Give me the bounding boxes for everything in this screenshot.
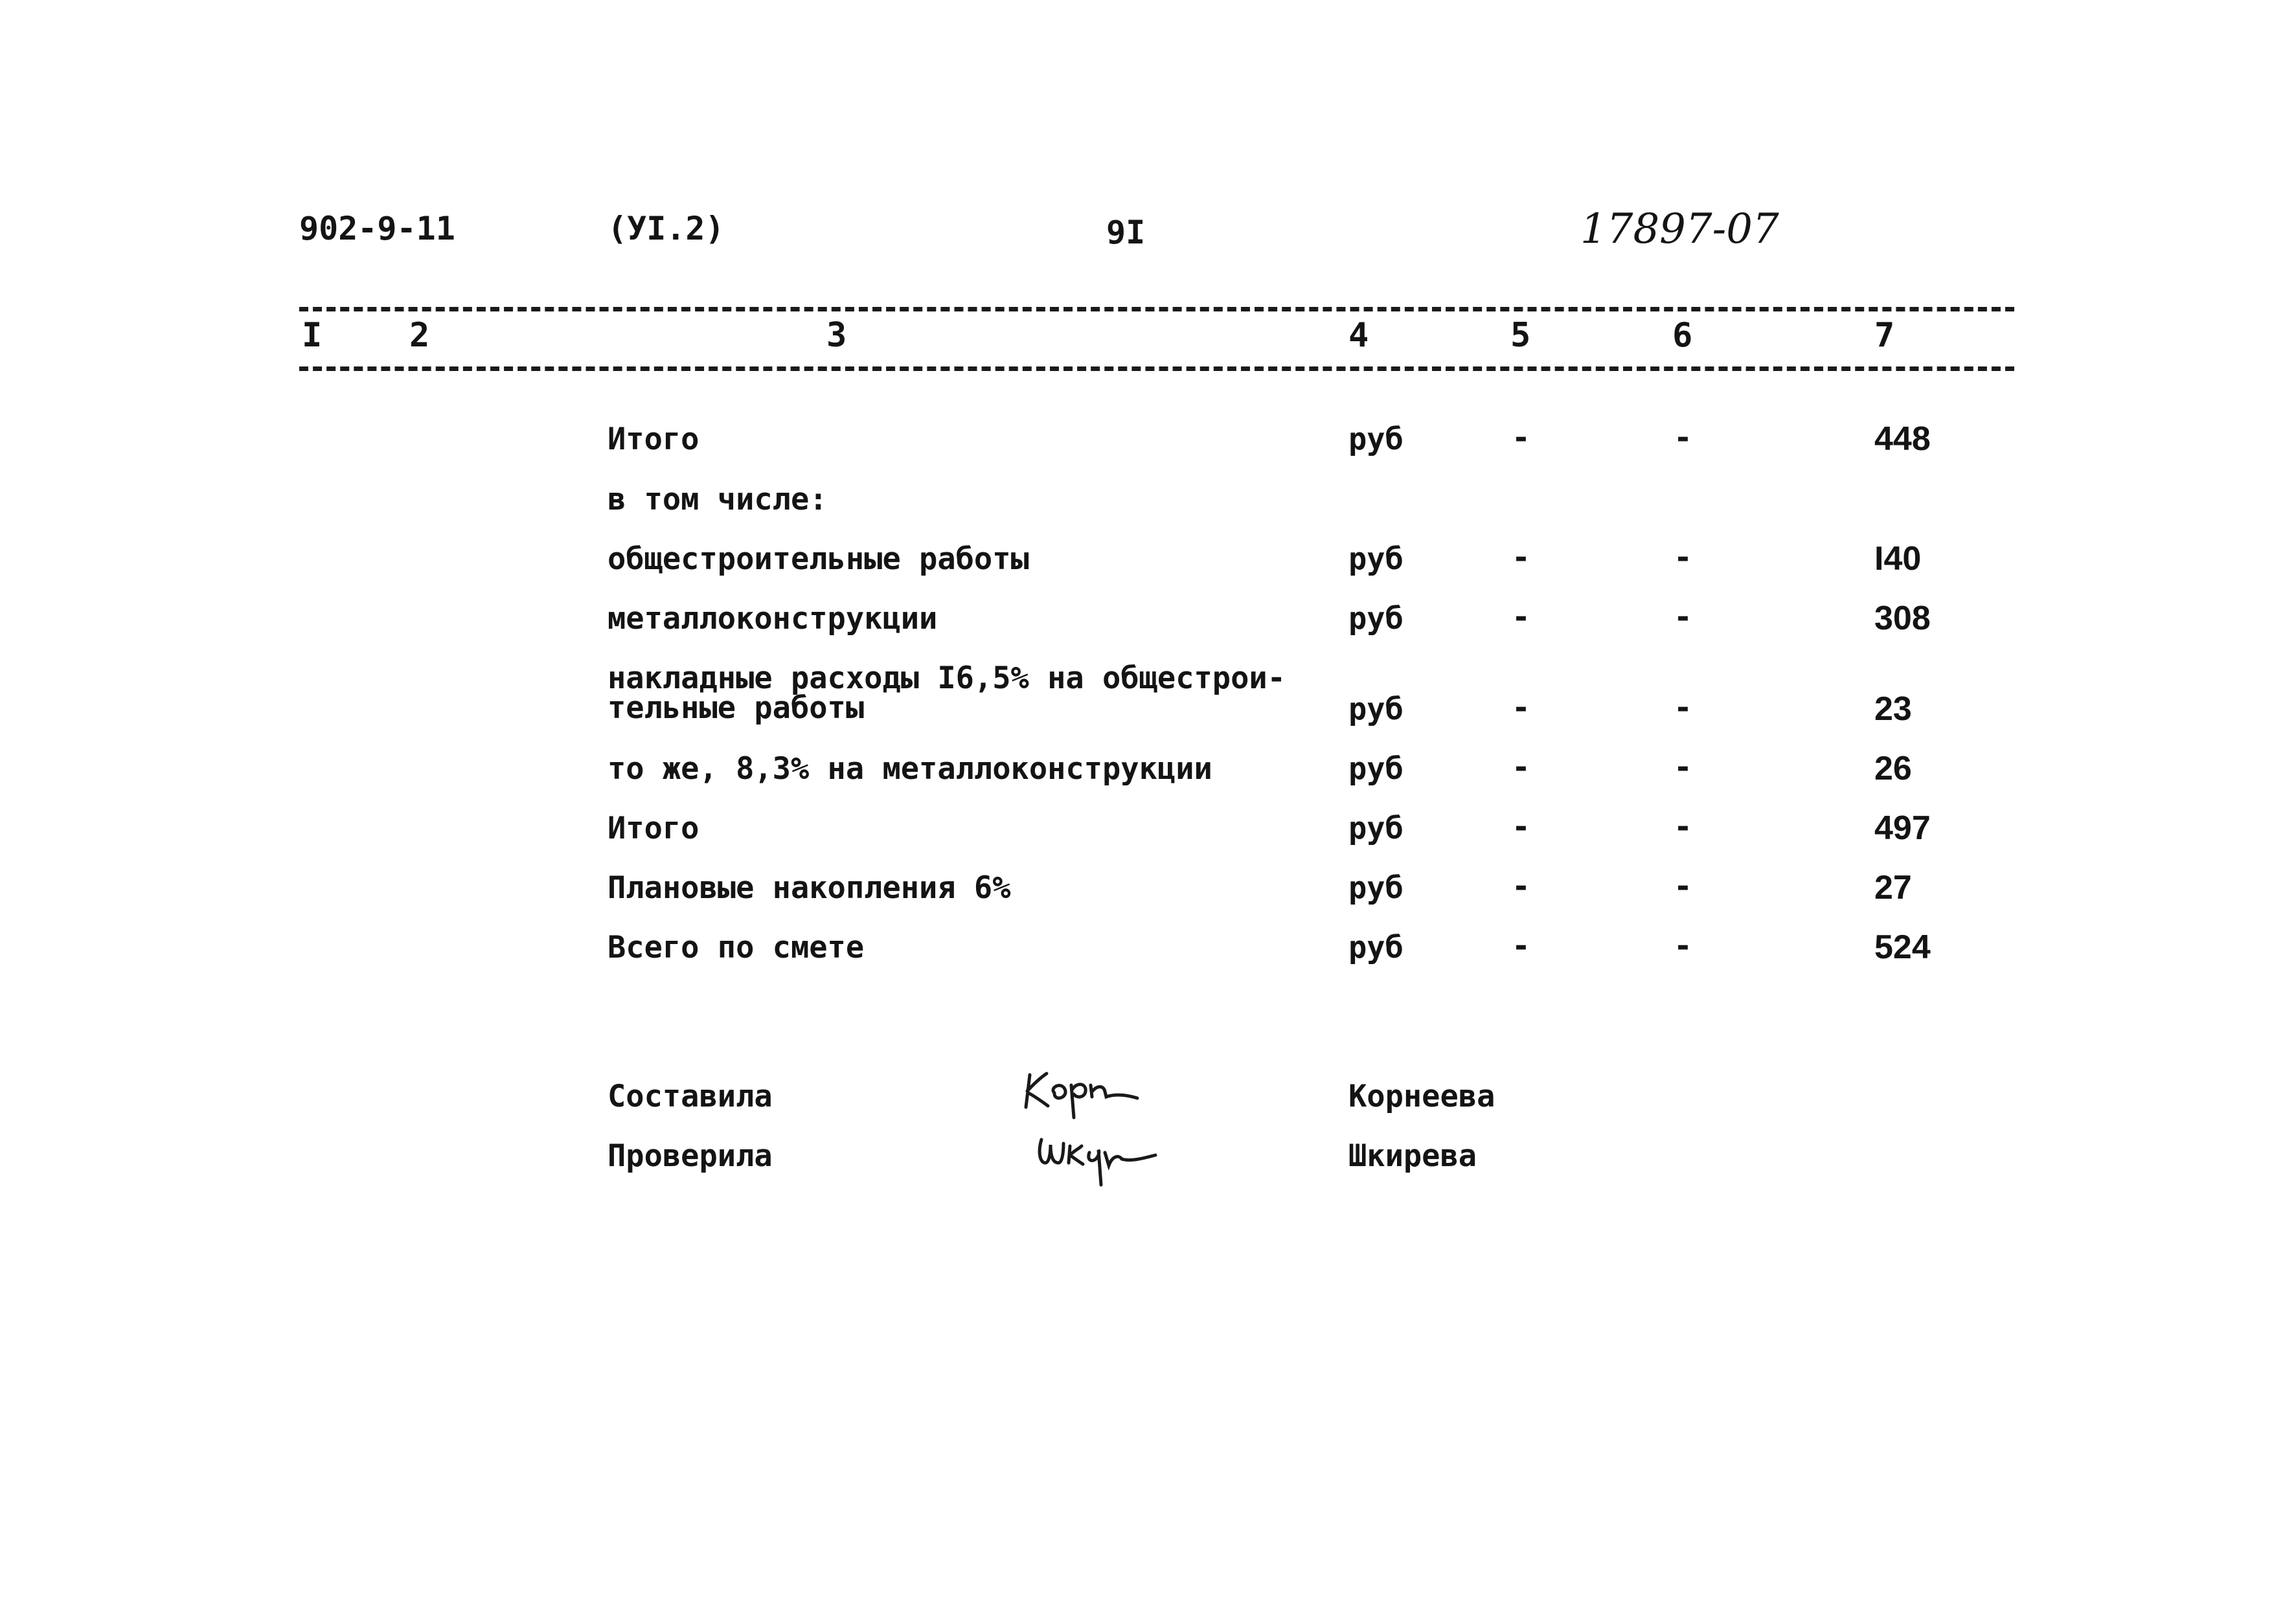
column-header-5: 5 [1510,316,1531,355]
inventory-number: 17897-07 [1580,205,1779,253]
row-col6: - [1674,928,1692,964]
row-col5: - [1512,868,1530,905]
row-unit: руб [1348,751,1404,787]
row-col5: - [1512,928,1530,964]
row-col6: - [1674,749,1692,785]
row-value: 524 [1874,928,1931,966]
row-col6: - [1674,599,1692,635]
row-col6: - [1674,809,1692,845]
column-header-2: 2 [409,316,430,355]
row-unit: руб [1348,930,1404,965]
row-col6: - [1674,420,1692,456]
column-header-7: 7 [1874,316,1895,355]
row-description: металлоконструкции [608,601,938,636]
row-description-line-2: тельные работы [608,690,865,726]
row-value: 27 [1874,869,1912,906]
row-description: Плановые накопления 6% [608,870,1011,906]
row-unit: руб [1348,692,1404,727]
row-description: Итого [608,422,699,457]
row-value: 23 [1874,690,1912,728]
row-col5: - [1512,690,1530,726]
row-col5: - [1512,599,1530,635]
table-header-bottom-rule [299,366,2014,371]
table-header-top-rule [299,307,2014,311]
row-value: 308 [1874,600,1931,637]
row-value: I40 [1874,540,1922,578]
compiled-by-label: Составила [608,1079,773,1114]
document-code: 902-9-11 [299,210,455,247]
column-header-4: 4 [1348,316,1369,355]
checked-by-name: Шкирева [1348,1138,1477,1174]
row-col6: - [1674,868,1692,905]
row-unit: руб [1348,422,1404,457]
column-header-1: I [302,316,323,355]
checked-signature [1036,1127,1166,1194]
row-col5: - [1512,420,1530,456]
column-header-6: 6 [1672,316,1693,355]
row-unit: руб [1348,870,1404,906]
row-description: общестроительные работы [608,541,1029,577]
row-col6: - [1674,539,1692,576]
compiled-signature [1023,1062,1153,1123]
checked-by-label: Проверила [608,1138,773,1174]
row-description: то же, 8,3% на металлоконструкции [608,751,1212,787]
page-number: 9I [1106,214,1146,251]
row-col5: - [1512,809,1530,845]
row-value: 497 [1874,809,1931,847]
row-col5: - [1512,539,1530,576]
row-description: в том числе: [608,482,828,517]
section-code: (УI.2) [608,210,725,247]
row-unit: руб [1348,601,1404,636]
row-col6: - [1674,690,1692,726]
row-description-line-1: накладные расходы I6,5% на общестрои- [608,660,1286,696]
row-description: Всего по смете [608,930,865,965]
row-description: Итого [608,811,699,846]
row-unit: руб [1348,541,1404,577]
column-header-3: 3 [826,316,847,355]
row-value: 448 [1874,420,1931,458]
compiled-by-name: Корнеева [1348,1079,1495,1114]
row-value: 26 [1874,750,1912,787]
row-unit: руб [1348,811,1404,846]
row-col5: - [1512,749,1530,785]
